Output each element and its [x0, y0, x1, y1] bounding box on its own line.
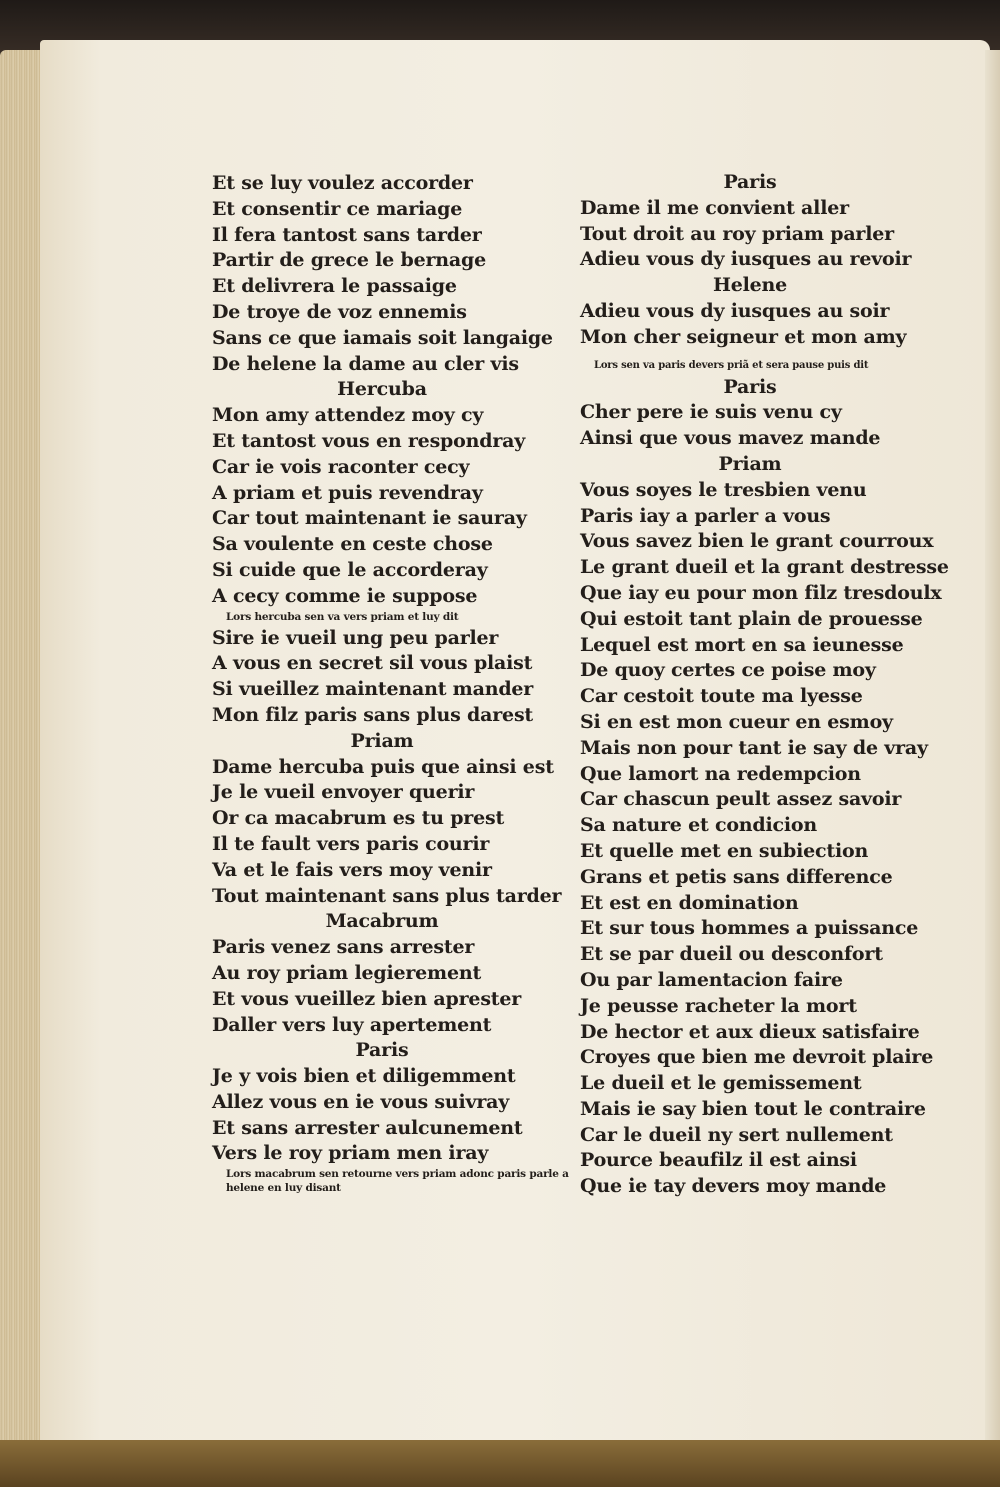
facing-page-edge	[985, 50, 1000, 1440]
verse-line: Adieu vous dy iusques au soir	[580, 299, 890, 322]
verse-line: Adieu vous dy iusques au revoir	[580, 248, 912, 271]
verse-line: Et consentir ce mariage	[212, 197, 463, 220]
verse-line: Je peusse racheter la mort	[580, 994, 857, 1017]
text-column-right	[580, 170, 960, 1200]
verse-line: Et se luy voulez accorder	[212, 172, 473, 194]
verse-line: Et delivrera le passaige	[212, 275, 457, 298]
verse-line: A vous en secret sil vous plaist	[212, 652, 533, 675]
stage-direction: Lors sen va paris devers priã et sera pause puis dit	[594, 359, 869, 371]
verse-line: Vers le roy priam men iray	[212, 1142, 489, 1165]
verse-line: Que ie tay devers moy mande	[580, 1175, 887, 1198]
verse-line: Si vueillez maintenant mander	[212, 678, 534, 701]
speaker-heading: Paris	[723, 171, 777, 193]
verse-line: Va et le fais vers moy venir	[212, 858, 492, 881]
verse-line: Et sans arrester aulcunement	[212, 1116, 523, 1139]
verse-line: De hector et aux dieux satisfaire	[580, 1020, 920, 1043]
speaker-heading: Priam	[350, 729, 414, 752]
verse-line: Mais non pour tant ie say de vray	[580, 736, 928, 759]
verse-line: Car chascun peult assez savoir	[580, 788, 902, 811]
verse-line: Or ca macabrum es tu prest	[212, 807, 505, 830]
verse-line: Et tantost vous en respondray	[212, 429, 526, 452]
book-cover-bottom	[0, 1440, 1000, 1487]
verse-line: Le grant dueil et la grant destresse	[580, 556, 949, 579]
verse-line: A cecy comme ie suppose	[212, 584, 478, 607]
verse-line: Il fera tantost sans tarder	[212, 223, 482, 246]
verse-line: Et est en domination	[580, 891, 799, 914]
verse-line: De troye de voz ennemis	[212, 300, 467, 323]
stage-direction: Lors macabrum sen retourne vers priam adonc paris parle a helene en luy disant	[226, 1168, 569, 1195]
verse-line: Et se par dueil ou desconfort	[580, 943, 883, 966]
verse-line: Le dueil et le gemissement	[580, 1072, 862, 1095]
verse-line: Allez vous en ie vous suivray	[212, 1090, 510, 1113]
verse-line: Vous savez bien le grant courroux	[580, 530, 934, 553]
verse-line: Et sur tous hommes a puissance	[580, 917, 919, 940]
speaker-heading: Helene	[712, 274, 788, 297]
verse-line: De quoy certes ce poise moy	[580, 659, 876, 682]
verse-line: Mon filz paris sans plus darest	[212, 703, 534, 726]
verse-line: Que lamort na redempcion	[580, 762, 861, 785]
verse-line: Car cestoit toute ma lyesse	[580, 685, 863, 708]
speaker-heading: Priam	[718, 452, 782, 475]
verse-line: Sire ie vueil ung peu parler	[212, 626, 499, 649]
verse-line: Si en est mon cueur en esmoy	[580, 710, 893, 733]
verse-line: De helene la dame au cler vis	[212, 352, 519, 375]
verse-line: Et vous vueillez bien aprester	[212, 987, 522, 1010]
verse-line: Au roy priam legierement	[212, 961, 482, 984]
speaker-heading: Paris	[723, 375, 777, 398]
stage-direction: Lors hercuba sen va vers priam et luy dit	[226, 610, 459, 623]
verse-line: Partir de grece le bernage	[212, 249, 486, 272]
verse-line: Dame hercuba puis que ainsi est	[212, 755, 554, 778]
verse-line: Car tout maintenant ie sauray	[212, 507, 527, 530]
verse-line: Si cuide que le accorderay	[212, 558, 488, 581]
verse-line: Vous soyes le tresbien venu	[580, 478, 867, 501]
verse-line: Je y vois bien et diligemment	[212, 1065, 516, 1088]
verse-line: Lequel est mort en sa ieunesse	[580, 633, 904, 656]
verse-line: Et quelle met en subiection	[580, 839, 869, 862]
verse-line: Paris iay a parler a vous	[580, 504, 831, 527]
verse-line: Paris venez sans arrester	[212, 936, 475, 959]
verse-line: Car le dueil ny sert nullement	[580, 1123, 893, 1146]
verse-line: Il te fault vers paris courir	[212, 832, 490, 855]
verse-line: Croyes que bien me devroit plaire	[580, 1046, 934, 1069]
verse-line: Sa nature et condicion	[580, 814, 817, 837]
verse-line: Pource beaufilz il est ainsi	[580, 1149, 857, 1172]
verse-line: Sans ce que iamais soit langaige	[212, 326, 553, 349]
speaker-heading: Paris	[355, 1039, 409, 1062]
verse-line: A priam et puis revendray	[212, 481, 483, 504]
verse-line: Mon cher seigneur et mon amy	[580, 325, 907, 348]
verse-line: Que iay eu pour mon filz tresdoulx	[580, 581, 942, 604]
speaker-heading: Hercuba	[337, 378, 427, 401]
verse-line: Grans et petis sans difference	[580, 865, 893, 888]
verse-line: Car ie vois raconter cecy	[212, 455, 470, 478]
verse-line: Mais ie say bien tout le contraire	[580, 1097, 926, 1120]
verse-line: Tout maintenant sans plus tarder	[212, 884, 562, 907]
verse-line: Ou par lamentacion faire	[580, 968, 843, 991]
verse-line: Tout droit au roy priam parler	[580, 222, 894, 245]
verse-line: Daller vers luy apertement	[212, 1013, 492, 1036]
verse-line: Je le vueil envoyer querir	[212, 781, 475, 804]
verse-line: Sa voulente en ceste chose	[212, 533, 493, 556]
verse-line: Ainsi que vous mavez mande	[580, 427, 881, 450]
text-column-left	[212, 171, 572, 1197]
verse-line: Mon amy attendez moy cy	[212, 404, 484, 427]
verse-line: Qui estoit tant plain de prouesse	[580, 607, 923, 630]
speaker-heading: Macabrum	[325, 910, 439, 933]
verse-line: Dame il me convient aller	[580, 196, 849, 219]
verse-line: Cher pere ie suis venu cy	[580, 401, 842, 424]
